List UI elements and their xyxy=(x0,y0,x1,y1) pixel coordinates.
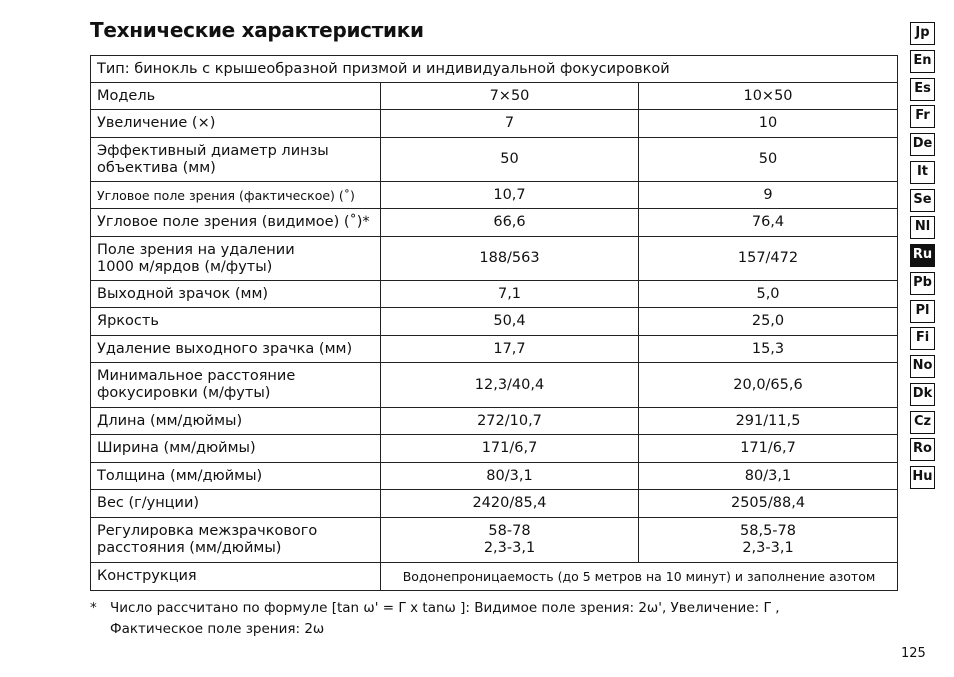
value-7x50-line: 58-78 xyxy=(488,523,531,539)
table-row xyxy=(91,110,898,138)
row-label-line: Выходной зрачок (мм) xyxy=(97,285,269,302)
value-7x50-line: 80/3,1 xyxy=(486,467,533,484)
value-10x50 xyxy=(639,435,898,463)
row-label xyxy=(91,110,381,138)
value-10x50 xyxy=(639,336,898,363)
value-10x50-line: 9 xyxy=(763,186,773,203)
row-label-line: Угловое поле зрения (видимое) (˚)* xyxy=(97,214,370,230)
row-label-line: Модель xyxy=(97,87,156,104)
specifications-table xyxy=(90,55,898,591)
value-10x50-line: 2505/88,4 xyxy=(730,495,806,511)
language-tab-de[interactable]: De xyxy=(910,133,935,156)
value-7x50-line: 2420/85,4 xyxy=(472,495,547,511)
value-7x50 xyxy=(381,490,639,518)
value-10x50 xyxy=(639,110,898,138)
language-tab-nl[interactable]: Nl xyxy=(910,216,935,239)
language-tab-fr[interactable]: Fr xyxy=(910,105,935,128)
construction-label: Конструкция xyxy=(91,563,381,591)
value-10x50 xyxy=(639,138,898,182)
value-7x50-line: 272/10,7 xyxy=(477,412,542,429)
language-tab-pb[interactable]: Pb xyxy=(910,272,935,295)
value-7x50 xyxy=(381,209,639,237)
value-10x50-line: 10 xyxy=(758,115,778,131)
construction-value: Водонепроницаемость (до 5 метров на 10 минут) и заполнение азотом xyxy=(381,563,898,591)
row-label xyxy=(91,363,381,408)
value-7x50 xyxy=(381,281,639,308)
value-7x50-line: 50 xyxy=(500,151,519,167)
language-tab-jp[interactable]: Jp xyxy=(910,22,935,45)
row-label xyxy=(91,308,381,336)
footnote-marker: * xyxy=(90,600,97,616)
value-7x50-line: 7,1 xyxy=(497,285,522,302)
table-row xyxy=(91,83,898,110)
value-10x50-line: 10×50 xyxy=(743,87,793,104)
value-10x50-line: 5,0 xyxy=(756,285,780,302)
row-label xyxy=(91,490,381,518)
value-10x50-line: 76,4 xyxy=(751,214,785,230)
language-tab-se[interactable]: Se xyxy=(910,189,935,212)
value-7x50 xyxy=(381,336,639,363)
language-tab-dk[interactable]: Dk xyxy=(910,383,935,406)
language-tabs xyxy=(910,22,935,494)
language-tab-en[interactable]: En xyxy=(910,50,935,73)
value-10x50-line: 157/472 xyxy=(737,250,799,266)
row-label xyxy=(91,237,381,281)
row-label xyxy=(91,336,381,363)
row-label-line: Ширина (мм/дюймы) xyxy=(97,440,256,456)
row-label xyxy=(91,435,381,463)
row-label-line: Вес (г/унции) xyxy=(97,495,200,511)
value-7x50 xyxy=(381,83,639,110)
type-row xyxy=(91,56,898,83)
language-tab-it[interactable]: It xyxy=(910,161,935,184)
row-label-line: Эффективный диаметр линзы xyxy=(97,142,329,159)
table-row xyxy=(91,463,898,490)
value-7x50-line: 171/6,7 xyxy=(481,440,538,456)
value-10x50-line: 50 xyxy=(758,151,778,167)
value-10x50-line: 171/6,7 xyxy=(740,440,796,456)
value-10x50-line: 2,3-3,1 xyxy=(742,540,794,556)
construction-row xyxy=(91,563,898,591)
row-label-line: Увеличение (×) xyxy=(97,115,216,131)
language-tab-hu[interactable]: Hu xyxy=(910,466,935,489)
value-10x50 xyxy=(639,281,898,308)
type-cell: Тип: бинокль с крышеобразной призмой и индивидуальной фокусировкой xyxy=(91,56,898,83)
page-number: 125 xyxy=(901,646,926,661)
value-7x50-line: 10,7 xyxy=(493,186,526,203)
value-7x50 xyxy=(381,138,639,182)
value-7x50-line: 188/563 xyxy=(479,250,540,266)
value-10x50 xyxy=(639,518,898,563)
value-7x50-line: 66,6 xyxy=(493,214,526,230)
row-label-line: 1000 м/ярдов (м/футы) xyxy=(97,258,273,275)
value-7x50 xyxy=(381,408,639,435)
row-label-line: расстояния (мм/дюймы) xyxy=(97,540,282,556)
value-7x50-line: 7×50 xyxy=(489,87,530,104)
row-label-line: Толщина (мм/дюймы) xyxy=(97,467,263,484)
value-10x50-line: 58,5-78 xyxy=(740,523,796,539)
language-tab-es[interactable]: Es xyxy=(910,78,935,101)
row-label xyxy=(91,408,381,435)
row-label xyxy=(91,463,381,490)
language-tab-cz[interactable]: Cz xyxy=(910,411,935,434)
row-label-line: Регулировка межзрачкового xyxy=(97,523,318,539)
table-row xyxy=(91,435,898,463)
table-row xyxy=(91,308,898,336)
row-label xyxy=(91,281,381,308)
footnote-line-2: Фактическое поле зрения: 2ω xyxy=(110,621,325,637)
value-10x50-line: 80/3,1 xyxy=(744,467,792,484)
value-7x50-line: 7 xyxy=(504,115,515,131)
specifications-table-body xyxy=(91,56,898,591)
value-10x50 xyxy=(639,490,898,518)
row-label xyxy=(91,83,381,110)
table-row xyxy=(91,490,898,518)
footnote xyxy=(90,598,830,640)
row-label-line: Минимальное расстояние xyxy=(97,368,296,384)
language-tab-no[interactable]: No xyxy=(910,355,935,378)
value-7x50 xyxy=(381,363,639,408)
row-label-line: Угловое поле зрения (фактическое) (˚) xyxy=(97,187,355,203)
value-7x50 xyxy=(381,237,639,281)
value-7x50 xyxy=(381,463,639,490)
row-label-line: Поле зрения на удалении xyxy=(97,241,295,258)
value-7x50 xyxy=(381,182,639,209)
row-label-line: Длина (мм/дюймы) xyxy=(97,412,243,429)
value-7x50-line: 50,4 xyxy=(493,313,526,329)
table-row xyxy=(91,363,898,408)
table-row xyxy=(91,138,898,182)
value-10x50 xyxy=(639,463,898,490)
value-7x50-line: 17,7 xyxy=(493,340,526,357)
language-tab-pl[interactable]: Pl xyxy=(910,300,935,323)
table-row xyxy=(91,518,898,563)
value-7x50-line: 12,3/40,4 xyxy=(474,376,545,393)
value-10x50-line: 291/11,5 xyxy=(735,412,801,429)
value-10x50 xyxy=(639,83,898,110)
row-label xyxy=(91,518,381,563)
row-label-line: Яркость xyxy=(97,313,159,329)
value-7x50 xyxy=(381,435,639,463)
row-label-line: Удаление выходного зрачка (мм) xyxy=(97,340,353,357)
value-10x50 xyxy=(639,308,898,336)
value-7x50 xyxy=(381,110,639,138)
table-row xyxy=(91,182,898,209)
value-10x50 xyxy=(639,237,898,281)
language-tab-ro[interactable]: Ro xyxy=(910,438,935,461)
value-10x50-line: 25,0 xyxy=(751,313,785,329)
row-label-line: фокусировки (м/футы) xyxy=(97,385,271,401)
page-title: Технические характеристики xyxy=(90,18,424,42)
language-tab-fi[interactable]: Fi xyxy=(910,327,935,350)
value-10x50 xyxy=(639,209,898,237)
table-row xyxy=(91,281,898,308)
table-row xyxy=(91,237,898,281)
row-label xyxy=(91,209,381,237)
value-7x50-line: 2,3-3,1 xyxy=(483,540,536,556)
footnote-line-1: Число рассчитано по формуле [tan ω' = Γ x tanω ]: Видимое поле зрения: 2ω', Увеличение: Γ , xyxy=(110,600,780,616)
table-row xyxy=(91,209,898,237)
value-10x50 xyxy=(639,363,898,408)
row-label xyxy=(91,138,381,182)
value-10x50 xyxy=(639,408,898,435)
value-10x50-line: 20,0/65,6 xyxy=(733,376,803,393)
table-row xyxy=(91,336,898,363)
table-row xyxy=(91,408,898,435)
row-label xyxy=(91,182,381,209)
value-10x50 xyxy=(639,182,898,209)
value-10x50-line: 15,3 xyxy=(751,340,785,357)
row-label-line: объектива (мм) xyxy=(97,159,216,176)
value-7x50 xyxy=(381,518,639,563)
language-tab-ru[interactable]: Ru xyxy=(910,244,935,267)
value-7x50 xyxy=(381,308,639,336)
